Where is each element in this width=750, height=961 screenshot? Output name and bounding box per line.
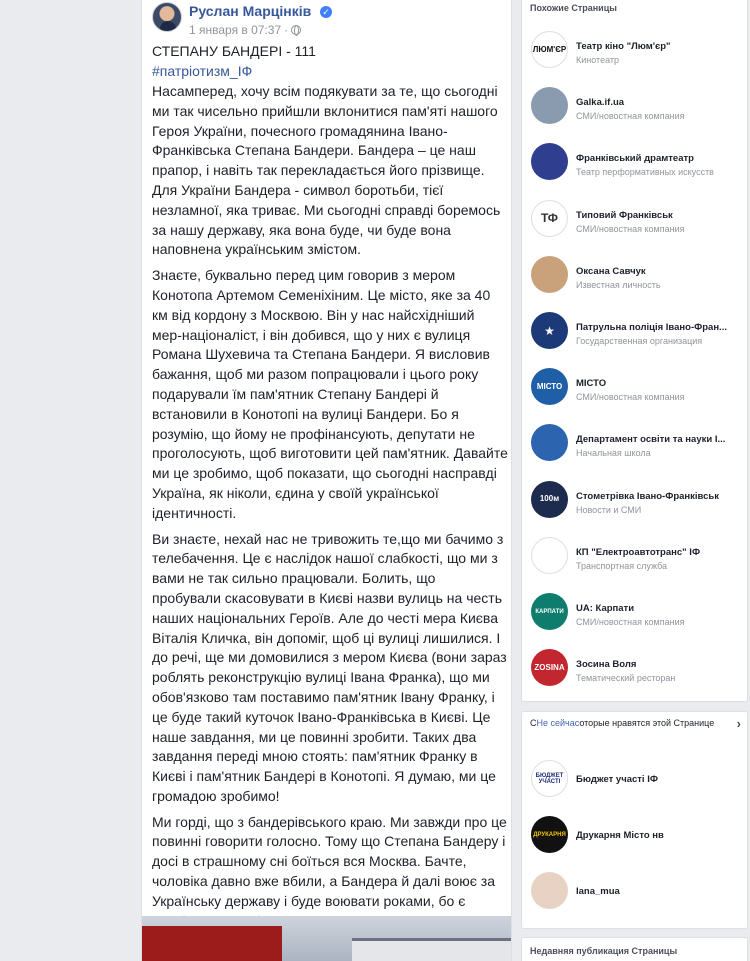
similar-page-item[interactable] bbox=[530, 31, 745, 87]
chevron-right-icon[interactable]: › bbox=[736, 716, 741, 731]
similar-page-category: Начальная школа bbox=[576, 448, 651, 459]
liked-page-name[interactable]: Друкарня Місто нв bbox=[576, 830, 664, 841]
meta-separator: · bbox=[284, 23, 289, 37]
page-logo-icon[interactable]: ДРУКАРНЯ bbox=[531, 816, 568, 853]
post-photo[interactable] bbox=[142, 916, 512, 961]
post-meta bbox=[189, 23, 301, 37]
similar-page-item[interactable] bbox=[530, 537, 745, 593]
similar-page-category: Новости и СМИ bbox=[576, 504, 642, 515]
similar-page-name[interactable]: Оксана Савчук bbox=[576, 265, 646, 277]
not-now-link[interactable]: Не сейчас bbox=[536, 718, 580, 728]
liked-page-name[interactable]: Бюджет участі ІФ bbox=[576, 774, 658, 785]
page-logo-icon[interactable]: БЮДЖЕТ УЧАСТІ bbox=[531, 760, 568, 797]
similar-page-name[interactable]: Стометрівка Івано-Франківськ bbox=[576, 490, 720, 502]
post-title-line: СТЕПАНУ БАНДЕРІ - 111 bbox=[152, 43, 316, 59]
post-card bbox=[141, 0, 512, 961]
similar-page-category: СМИ/новостная компания bbox=[576, 111, 685, 122]
similar-pages-title: Похожие Страницы bbox=[530, 3, 617, 13]
similar-page-category: Государственная организация bbox=[576, 336, 703, 346]
similar-page-name[interactable]: UA: Карпати bbox=[576, 603, 635, 614]
similar-page-item[interactable] bbox=[530, 200, 745, 256]
similar-page-name[interactable]: Зосина Воля bbox=[576, 659, 637, 671]
post-paragraph: Ви знаєте, нехай нас не тривожить те,що ми бачимо з телебачення. Це є наслідок нашої слабкості, що ми з вами не так сильно працювали. Болить, що пробували скасовувати в Києві назви вулиць на честь наших національних Героїв. Але до честі мера Києва Віталія Кличка, він допоміг, щоб ці вулиці лишилися. І до речі, ще ми домовилися з мером Києва (вони зараз роблять реконструкцію вулиці Івана Франка), що ми обов'язково там поставимо пам'ятник Івану Франку, і це буде такий куточок Івано-Франківська в Києві. Це наше завдання, ми це повинні зробити. Таких два завдання переді мною стоять: пам'ятник Франку в Києві і пам'ятник Бандері в Конотопі. Я думаю, ми це громадою зробимо! bbox=[152, 530, 507, 804]
page-logo-icon[interactable]: 100м bbox=[531, 481, 568, 518]
post-paragraph: Знаєте, буквально перед цим говорив з мером Конотопа Артемом Семеніхіним. Це місто, яке за 40 км від кордону з Москвою. Він у нас найсхідніший мер-націоналіст, і він добився, що у них є вулиця Романа Шухевича та Степана Бандери. Я висловив бажання, щоб ми разом попрацювали і цього року подарували їм пам'ятник Степану Бандері й встановили в Конотопі на вулиці Бандери. Бо я розумію, що йому не профінансують, депутати не проголосують, щоб виготовити цей пам'ятник. Давайте ми це зробимо, щоб показати, що сьогодні насправді Україна, як ніколи, єдина у своїй української ідентичності. bbox=[152, 267, 508, 521]
recent-post-title: Недавняя публикация Страницы bbox=[530, 946, 678, 956]
page-logo-icon[interactable] bbox=[531, 87, 568, 124]
hashtag-link[interactable]: #патріотизм_ІФ bbox=[152, 63, 253, 79]
similar-page-category: Театр перформативных искусств bbox=[576, 167, 714, 178]
similar-page-name[interactable]: Франківський драмтеатр bbox=[576, 153, 694, 165]
similar-page-item[interactable] bbox=[530, 256, 745, 312]
page-logo-icon[interactable]: ТФ bbox=[531, 200, 568, 237]
similar-page-item[interactable] bbox=[530, 593, 745, 649]
verified-badge-icon: ✓ bbox=[320, 6, 332, 18]
similar-page-category: СМИ/новостная компания bbox=[576, 223, 685, 234]
page-logo-icon[interactable] bbox=[531, 256, 568, 293]
similar-page-name[interactable]: Galka.if.ua bbox=[576, 97, 625, 109]
similar-page-name[interactable]: Патрульна поліція Івано-Фран... bbox=[576, 322, 727, 333]
similar-page-item[interactable] bbox=[530, 312, 745, 368]
similar-pages-box bbox=[521, 0, 748, 702]
similar-page-category: Кинотеатр bbox=[576, 55, 620, 65]
post-paragraph: Насамперед, хочу всім подякувати за те, що сьогодні ми так чисельно прийшли вклонитися пам'яті нашого Героя України, почесного громадянина Івано-Франківська Степана Бандери. Бандера – це наш прапор, і навіть так перекладається його прізвище. Для України Бандера - символ боротьби, тієї незламної, яка триває. Ми сьогодні справді боремось за нашу державу, яка вона буде, чи буде вона наповнена українським змістом. bbox=[152, 83, 501, 258]
liked-page-name[interactable]: Iana_mua bbox=[576, 886, 620, 897]
similar-page-category: СМИ/новостная компания bbox=[576, 617, 685, 627]
liked-header-suffix: оторые нравятся этой Странице bbox=[579, 718, 715, 728]
liked-header-prefix: С bbox=[530, 718, 537, 728]
post-header bbox=[152, 2, 507, 40]
similar-page-name[interactable]: МІСТО bbox=[576, 378, 607, 390]
author-name-link[interactable]: Руслан Марцінків bbox=[189, 3, 312, 19]
page-logo-icon[interactable] bbox=[531, 537, 568, 574]
post-timestamp-link[interactable]: 1 января в 07:37 bbox=[189, 23, 282, 37]
similar-page-name[interactable]: Типовий Франківськ bbox=[576, 209, 673, 221]
page-logo-icon[interactable]: КАРПАТИ bbox=[531, 593, 568, 630]
similar-page-item[interactable] bbox=[530, 424, 745, 480]
liked-page-item[interactable] bbox=[530, 816, 745, 872]
recent-post-box bbox=[521, 937, 748, 961]
similar-page-item[interactable] bbox=[530, 649, 745, 702]
similar-page-name[interactable]: Театр кіно "Люм'єр" bbox=[576, 41, 671, 52]
page-logo-icon[interactable]: ZOSINA bbox=[531, 649, 568, 686]
liked-page-item[interactable] bbox=[530, 872, 745, 928]
liked-pages-box bbox=[521, 711, 748, 929]
page-logo-icon[interactable]: МІСТО bbox=[531, 368, 568, 405]
similar-page-name[interactable]: Департамент освіти та науки І... bbox=[576, 434, 726, 446]
page-logo-icon[interactable] bbox=[531, 872, 568, 909]
similar-page-name[interactable]: КП "Електроавтотранс" ІФ bbox=[576, 546, 701, 558]
post-text bbox=[152, 42, 508, 961]
similar-page-item[interactable] bbox=[530, 481, 745, 537]
liked-pages-header bbox=[530, 717, 720, 730]
globe-icon[interactable] bbox=[291, 25, 301, 35]
similar-page-item[interactable] bbox=[530, 143, 745, 199]
similar-page-category: Известная личность bbox=[576, 279, 661, 290]
author-avatar[interactable] bbox=[152, 2, 182, 32]
page-logo-icon[interactable]: ★ bbox=[531, 312, 568, 349]
post-paragraph: Ми горді, що з бандерівського краю. Ми завжди про це повинні говорити голосно. Тому що Степана Бандеру і досі в страшному сні боїться вся Москва. Бачте, чоловіка давно вже вбили, а Бандера й далі воює за Українську державу і буде воювати роками, бо є bbox=[152, 813, 507, 909]
liked-page-item[interactable] bbox=[530, 760, 745, 816]
page-logo-icon[interactable]: ЛЮМ'ЄР bbox=[531, 31, 568, 68]
similar-page-category: Тематический ресторан bbox=[576, 673, 676, 684]
similar-page-item[interactable] bbox=[530, 87, 745, 143]
page-logo-icon[interactable] bbox=[531, 424, 568, 461]
similar-page-item[interactable] bbox=[530, 368, 745, 424]
page-logo-icon[interactable] bbox=[531, 143, 568, 180]
similar-page-category: Транспортная служба bbox=[576, 560, 668, 571]
similar-page-category: СМИ/новостная компания bbox=[576, 392, 685, 403]
